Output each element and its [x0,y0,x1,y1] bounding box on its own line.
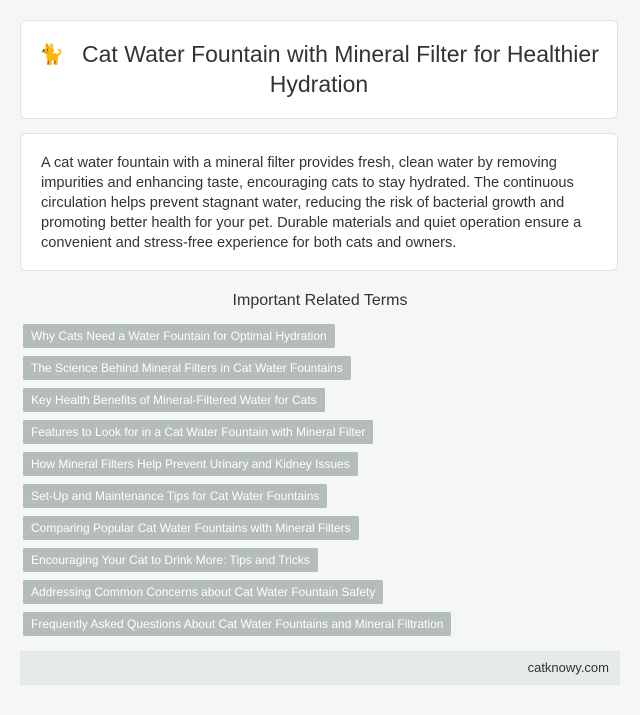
related-term-link[interactable]: Features to Look for in a Cat Water Fountain with Mineral Filter [23,420,373,444]
related-term-link[interactable]: Comparing Popular Cat Water Fountains with Mineral Filters [23,516,359,540]
list-item [23,484,623,516]
related-term-link[interactable]: Frequently Asked Questions About Cat Water Fountains and Mineral Filtration [23,612,451,636]
description-text: A cat water fountain with a mineral filter provides fresh, clean water by removing impurities and enhancing taste, encouraging cats to stay hydrated. The continuous circulation helps prevent stagnant water, reducing the risk of bacterial growth and promoting better health for your pet. Durable materials and quiet operation ensure a convenient and stress-free experience for both cats and owners. [41,155,582,251]
footer-site-name: catknowy.com [527,660,609,675]
list-item [23,324,623,356]
related-term-link[interactable]: Key Health Benefits of Mineral-Filtered Water for Cats [23,388,325,412]
related-terms-list [23,324,623,644]
related-term-link[interactable]: Encouraging Your Cat to Drink More: Tips and Tricks [23,548,318,572]
related-terms-heading: Important Related Terms [232,292,408,309]
related-term-link[interactable]: Addressing Common Concerns about Cat Water Fountain Safety [23,580,383,604]
list-item [23,516,623,548]
page-title-text: Cat Water Fountain with Mineral Filter for Healthier Hydration [82,41,599,97]
related-term-link[interactable]: Why Cats Need a Water Fountain for Optimal Hydration [23,324,335,348]
list-item [23,356,623,388]
list-item [23,548,623,580]
description-card [20,133,618,271]
list-item [23,388,623,420]
related-term-link[interactable]: Set-Up and Maintenance Tips for Cat Water Fountains [23,484,327,508]
list-item [23,580,623,612]
footer [20,651,620,685]
related-term-link[interactable]: The Science Behind Mineral Filters in Cat Water Fountains [23,356,351,380]
list-item [23,452,623,484]
cat-icon: 🐈 [39,44,65,66]
list-item [23,612,623,644]
related-term-link[interactable]: How Mineral Filters Help Prevent Urinary and Kidney Issues [23,452,358,476]
page-title [21,40,617,99]
title-card [20,20,618,119]
list-item [23,420,623,452]
